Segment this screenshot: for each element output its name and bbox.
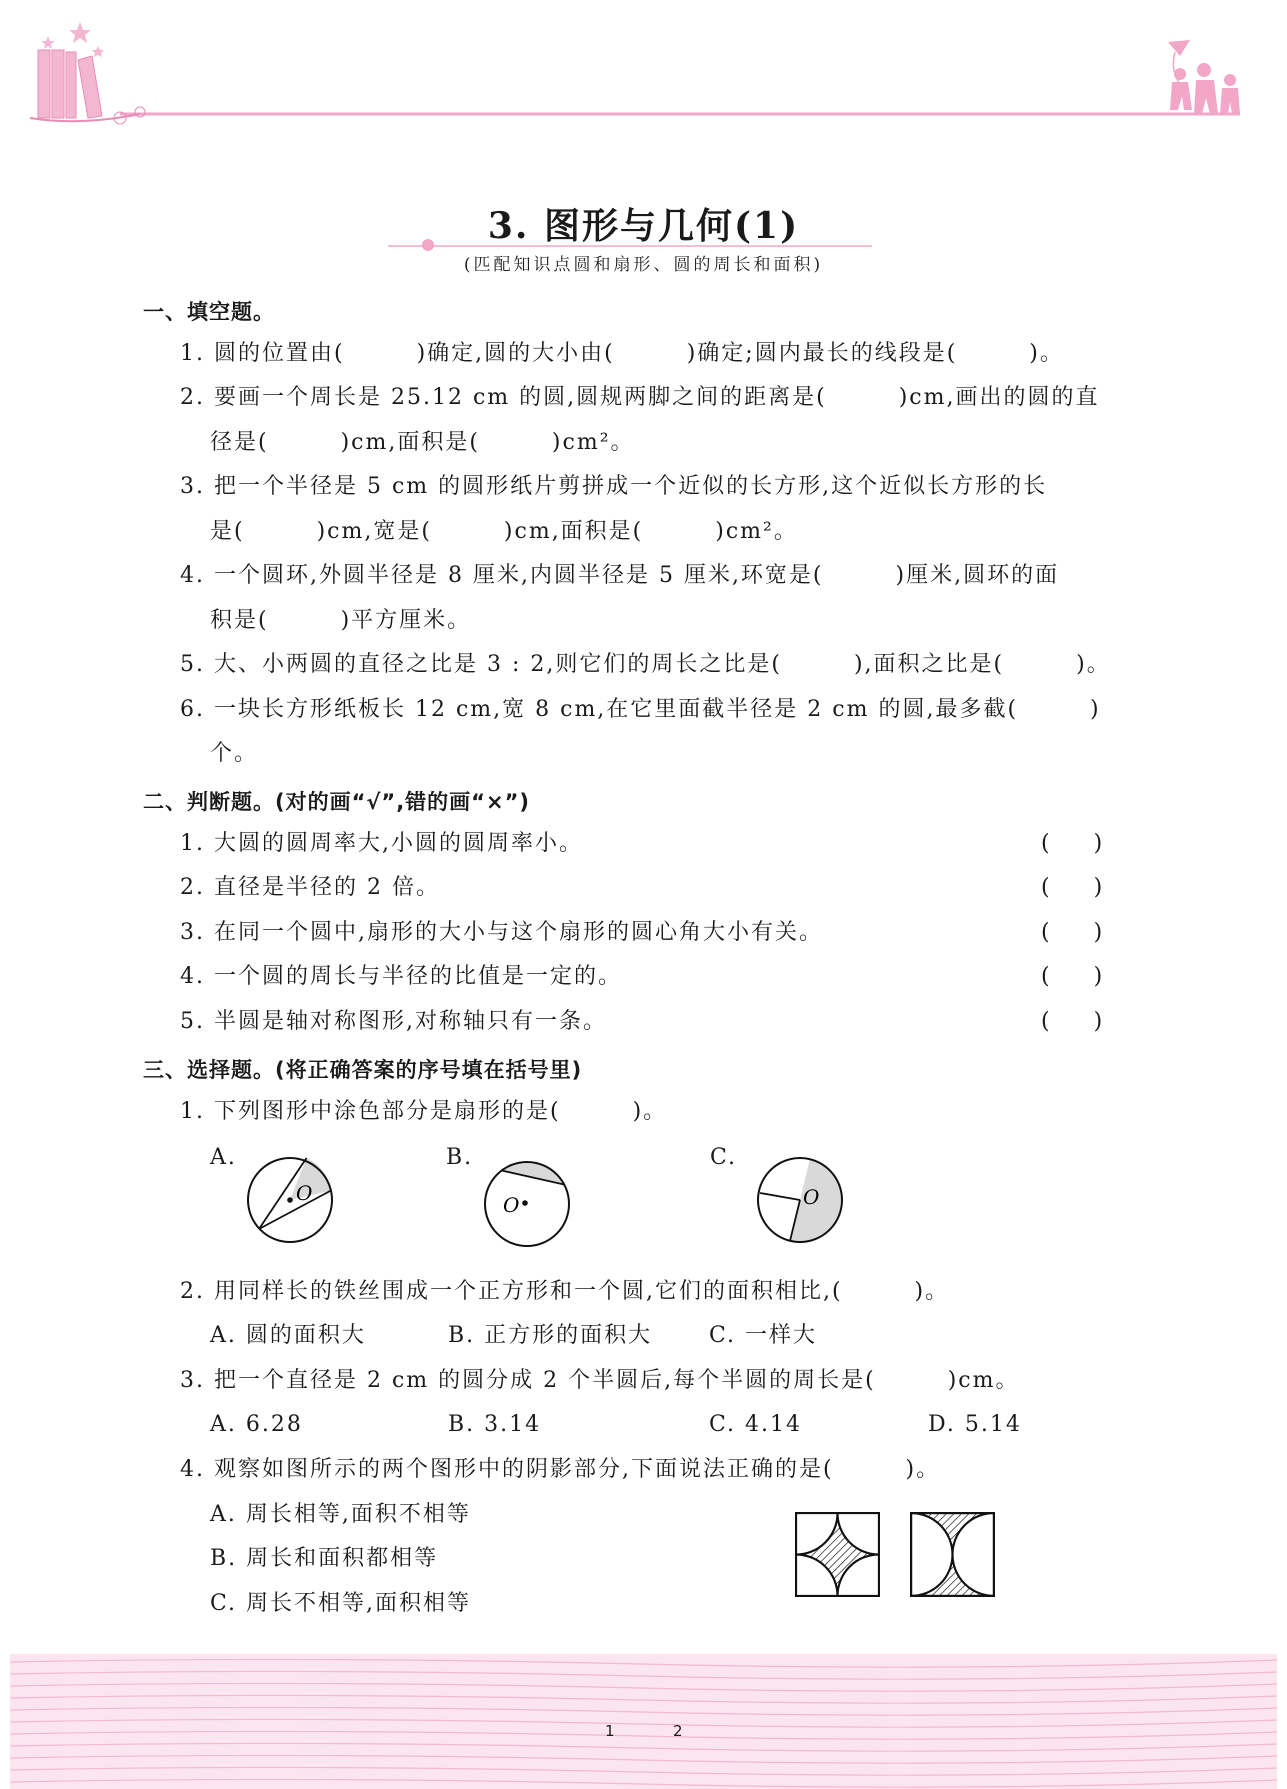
figure-b-circle	[477, 1154, 577, 1254]
choice-question-1: 1. 下列图形中涂色部分是扇形的是( )。	[180, 1099, 668, 1124]
fill-question-4-cont: 积是( )平方厘米。	[210, 608, 472, 633]
page-number-right: 2	[673, 1722, 683, 1740]
header-decoration	[0, 0, 1287, 140]
judge-answer-paren-4[interactable]: ( )	[1041, 964, 1103, 989]
figure-a-circle	[240, 1150, 340, 1250]
fill-question-2-cont	[210, 428, 635, 458]
choice-3-option-d: D. 5.14	[928, 1412, 1022, 1437]
choice-2-option-b: B. 正方形的面积大	[448, 1323, 653, 1348]
judge-question-4: 4. 一个圆的周长与半径的比值是一定的。	[180, 964, 622, 989]
choice-3-option-a: A. 6.28	[210, 1412, 303, 1437]
choice-3-option-b: B. 3.14	[448, 1412, 542, 1437]
choice-1-label-c: C.	[710, 1145, 738, 1170]
judge-answer-paren-5[interactable]: ( )	[1041, 1009, 1103, 1034]
judge-question-3: 3. 在同一个圆中,扇形的大小与这个扇形的圆心角大小有关。	[180, 920, 823, 945]
fill-question-3: 3. 把一个半径是 5 cm 的圆形纸片剪拼成一个近似的长方形,这个近似长方形的长	[180, 474, 1048, 499]
fill-question-6-cont: 个。	[210, 741, 259, 766]
choice-1-label-a: A.	[210, 1145, 237, 1170]
page-subtitle: (匹配知识点圆和扇形、圆的周长和面积)	[463, 255, 824, 275]
figure-semicircles-square	[910, 1512, 995, 1597]
fill-question-1: 1. 圆的位置由( )确定,圆的大小由( )确定;圆内最长的线段是( )。	[180, 341, 1064, 366]
figure-c-circle	[750, 1150, 850, 1250]
fill-question-5: 5. 大、小两圆的直径之比是 3 : 2,则它们的周长之比是( ),面积之比是( )。	[180, 652, 1111, 677]
page-title: 3. 图形与几何(1)	[487, 205, 800, 247]
judge-answer-paren-1[interactable]: ( )	[1041, 831, 1103, 856]
choice-3-option-c: C. 4.14	[709, 1412, 803, 1437]
section-2-heading: 二、判断题。(对的画“√”,错的画“×”)	[143, 790, 530, 814]
judge-answer-paren-2[interactable]: ( )	[1041, 875, 1103, 900]
judge-answer-paren-3[interactable]: ( )	[1041, 920, 1103, 945]
judge-question-5: 5. 半圆是轴对称图形,对称轴只有一条。	[180, 1009, 607, 1034]
choice-4-option-c: C. 周长不相等,面积相等	[210, 1591, 472, 1616]
choice-1-label-b: B.	[446, 1145, 474, 1170]
section-3-heading: 三、选择题。(将正确答案的序号填在括号里)	[143, 1058, 583, 1082]
footer-wave-band	[10, 1654, 1277, 1789]
choice-question-4: 4. 观察如图所示的两个图形中的阴影部分,下面说法正确的是( )。	[180, 1457, 941, 1482]
children-kite-icon	[1168, 40, 1240, 114]
figure-b-center-label: O	[503, 1193, 520, 1217]
judge-question-2: 2. 直径是半径的 2 倍。	[180, 875, 440, 900]
fill-question-2: 2. 要画一个周长是 25.12 cm 的圆,圆规两脚之间的距离是( )cm,画出的圆的直	[180, 385, 1100, 410]
choice-4-option-a: A. 周长相等,面积不相等	[210, 1502, 471, 1527]
choice-2-option-a: A. 圆的面积大	[210, 1323, 366, 1348]
choice-2-option-c: C. 一样大	[709, 1323, 818, 1348]
fill-question-2-text: 径是( )cm,面积是( )cm²。	[210, 430, 635, 455]
choice-4-option-b: B. 周长和面积都相等	[210, 1546, 439, 1571]
fill-question-6: 6. 一块长方形纸板长 12 cm,宽 8 cm,在它里面截半径是 2 cm 的圆,最多截( )	[180, 697, 1101, 722]
figure-c-center-label: O	[803, 1185, 820, 1209]
choice-question-2: 2. 用同样长的铁丝围成一个正方形和一个圆,它们的面积相比,( )。	[180, 1279, 950, 1304]
fill-question-3-cont: 是( )cm,宽是( )cm,面积是( )cm²。	[210, 519, 798, 544]
judge-question-1: 1. 大圆的圆周率大,小圆的圆周率小。	[180, 831, 583, 856]
choice-question-3: 3. 把一个直径是 2 cm 的圆分成 2 个半圆后,每个半圆的周长是( )cm。	[180, 1368, 1020, 1393]
page-number-left: 1	[605, 1722, 615, 1740]
figure-a-center-label: O	[296, 1181, 313, 1205]
fill-question-4: 4. 一个圆环,外圆半径是 8 厘米,内圆半径是 5 厘米,环宽是( )厘米,圆环的面	[180, 563, 1060, 588]
figure-star-square	[795, 1512, 880, 1597]
section-1-heading: 一、填空题。	[143, 300, 275, 324]
